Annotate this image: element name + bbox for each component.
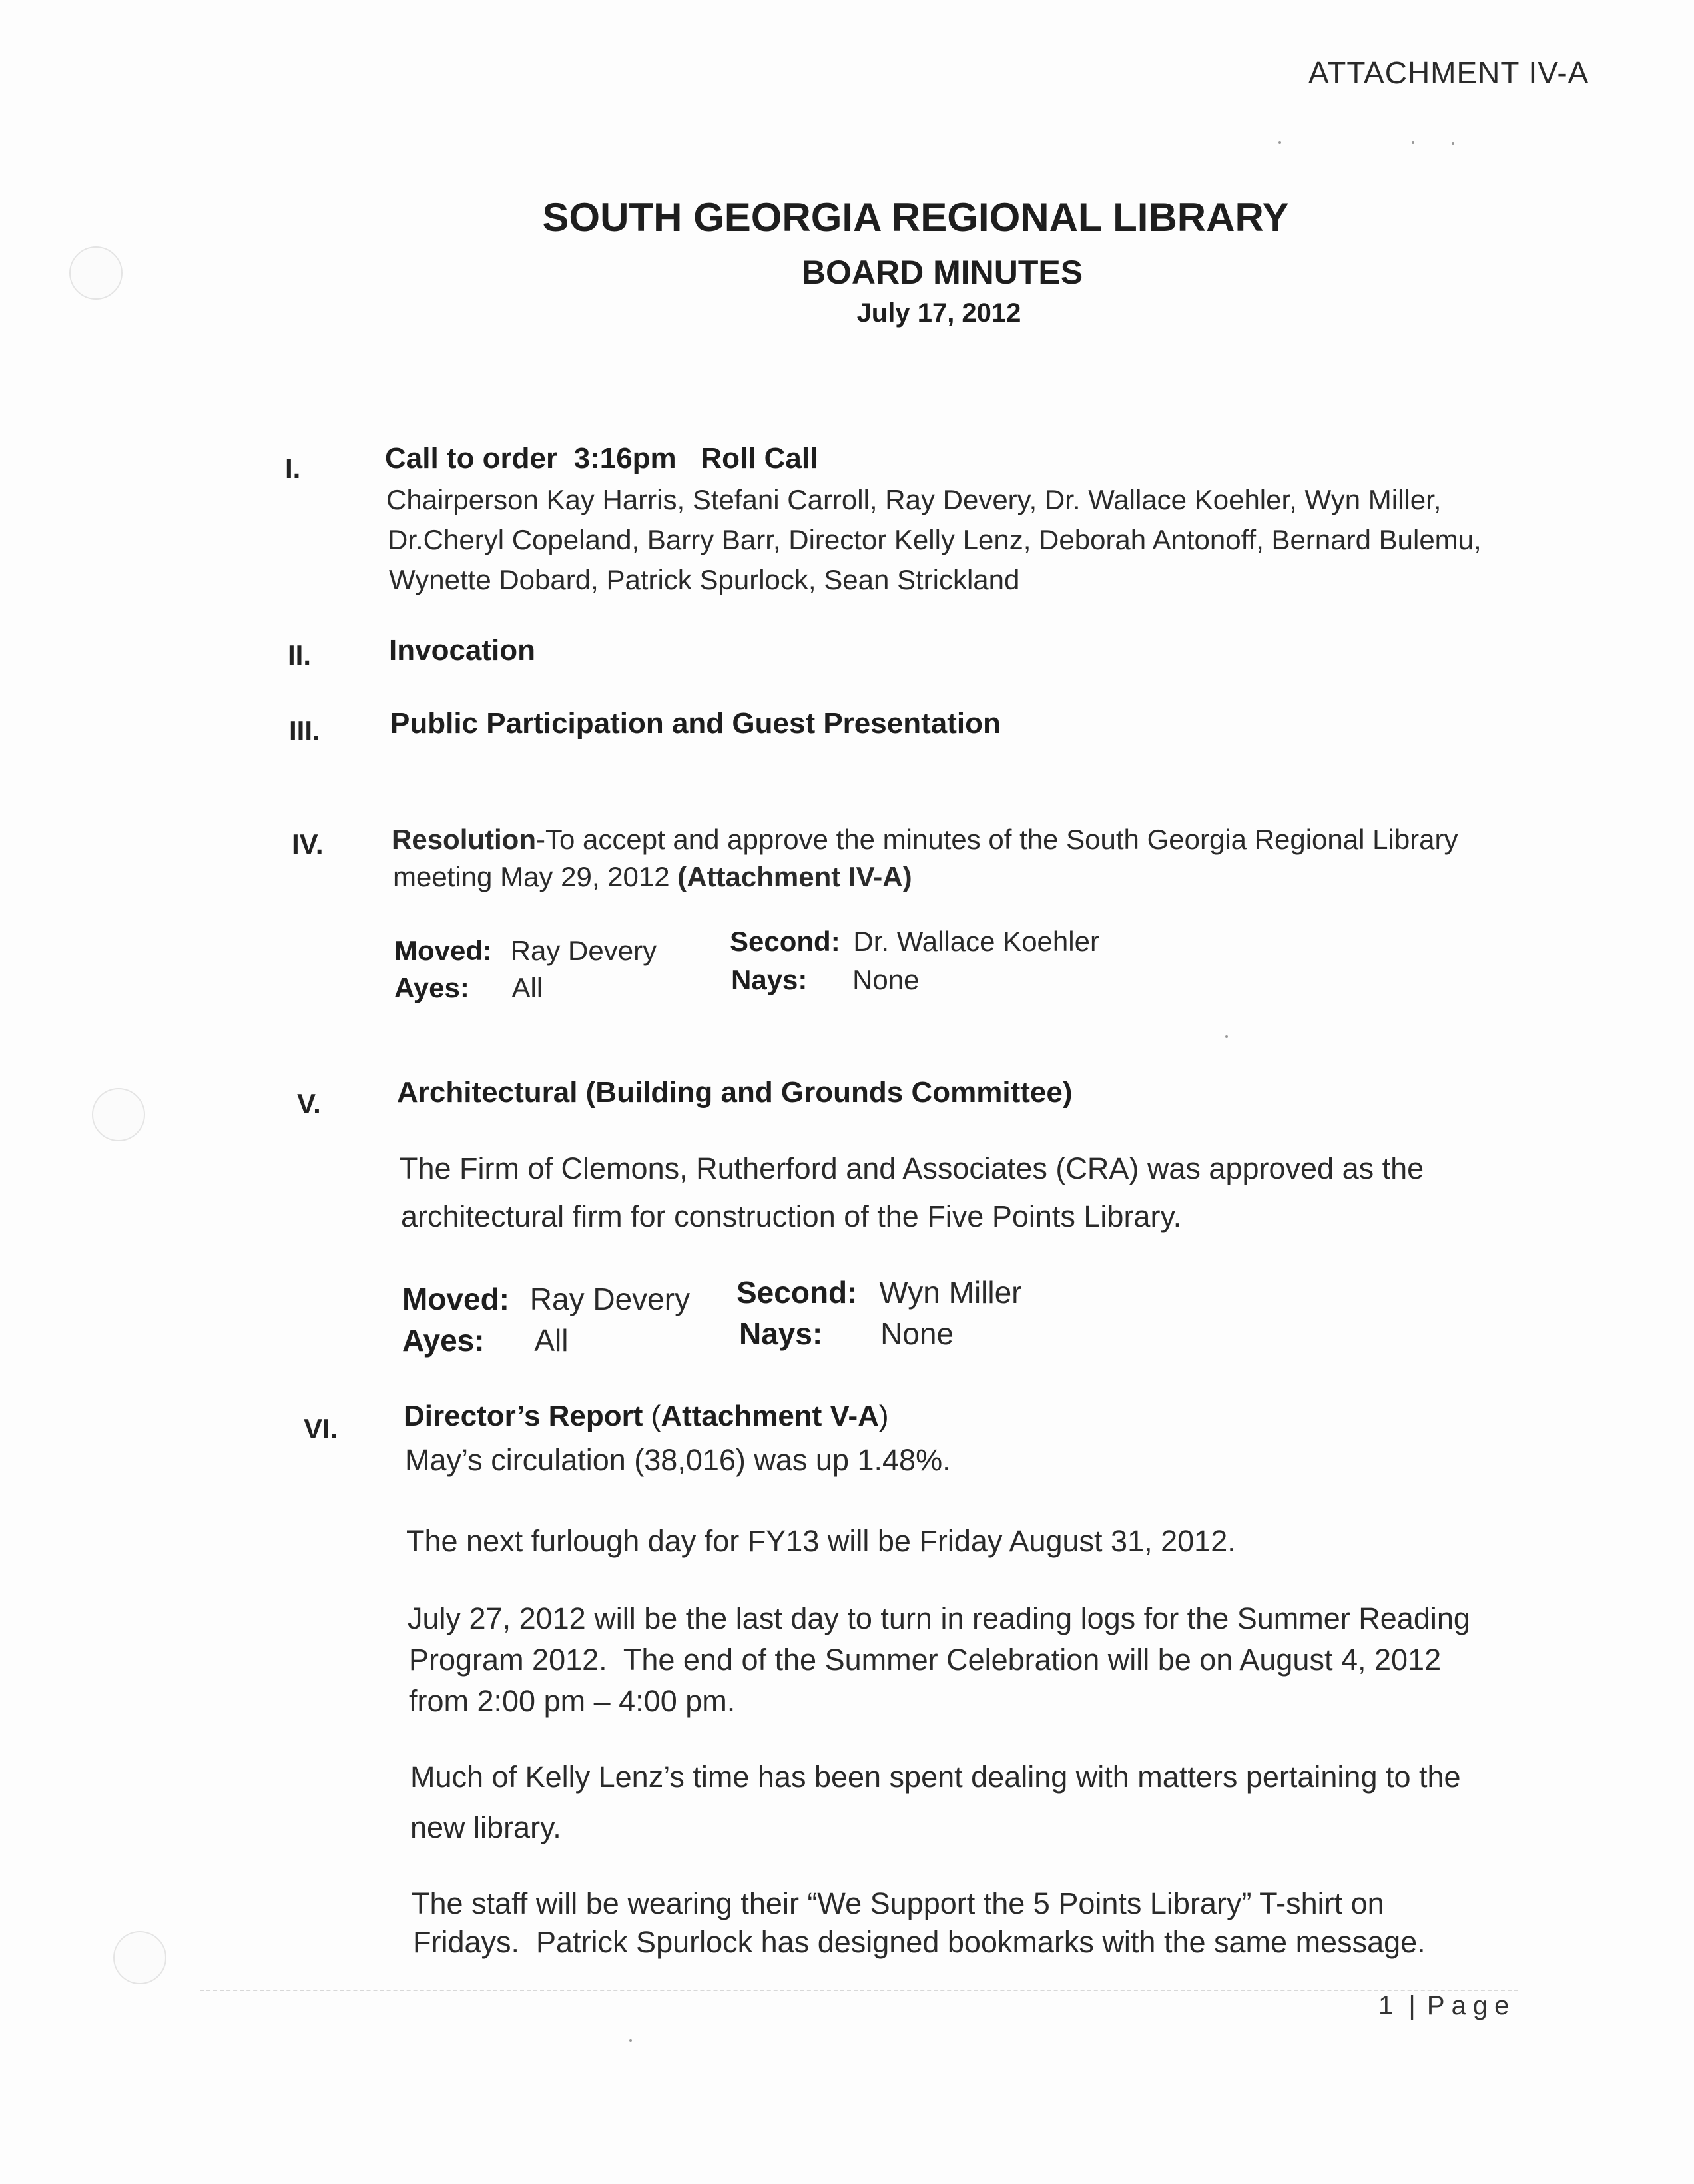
section-3-number: III. (289, 715, 320, 746)
s4-ayes-label: Ayes: (394, 972, 469, 1003)
footer-divider (200, 1990, 1518, 1991)
scan-speck (1412, 141, 1414, 144)
tshirt-line-1: The staff will be wearing their “We Support the 5 Points Library” T-shirt on (412, 1886, 1384, 1920)
furlough-text: The next furlough day for FY13 will be Friday August 31, 2012. (406, 1524, 1236, 1558)
s4-ayes-value: All (511, 972, 543, 1003)
tshirt-line-2: Fridays. Patrick Spurlock has designed bookmarks with the same message. (413, 1925, 1426, 1959)
summer-reading-line-2: Program 2012. The end of the Summer Celebration will be on August 4, 2012 (409, 1643, 1442, 1677)
s5-nays-value: None (880, 1316, 954, 1351)
section-1-heading: Call to order 3:16pm Roll Call (385, 442, 818, 475)
roll-call-line-1: Chairperson Kay Harris, Stefani Carroll, Ray Devery, Dr. Wallace Koehler, Wyn Miller, (386, 484, 1442, 515)
s5-nays (739, 1316, 954, 1352)
s5-second (736, 1274, 1022, 1310)
resolution-meeting-text: meeting May 29, 2012 (393, 861, 678, 892)
punch-hole-middle (92, 1088, 145, 1141)
s4-second-label: Second: (730, 926, 840, 957)
scan-speck (1278, 141, 1281, 144)
resolution-line-1 (392, 819, 1458, 860)
document-title: SOUTH GEORGIA REGIONAL LIBRARY (542, 195, 1289, 240)
section-2-number: II. (288, 639, 312, 671)
s5-ayes-value: All (534, 1323, 569, 1358)
resolution-line-2 (393, 856, 912, 898)
resolution-text: -To accept and approve the minutes of the South Georgia Regional Library (536, 824, 1458, 855)
punch-hole-top (69, 246, 123, 300)
attachment-label: ATTACHMENT IV-A (1308, 55, 1589, 90)
page-word: Page (1426, 1991, 1516, 2020)
page-number: 1 (1378, 1991, 1398, 2020)
circulation-text: May’s circulation (38,016) was up 1.48%. (405, 1443, 951, 1477)
scan-speck (629, 2039, 632, 2042)
section-4-number: IV. (292, 828, 324, 860)
summer-reading-line-3: from 2:00 pm – 4:00 pm. (409, 1684, 736, 1718)
new-library-line-1: Much of Kelly Lenz’s time has been spent dealing with matters pertaining to the (410, 1760, 1461, 1794)
s5-moved-value: Ray Devery (529, 1282, 691, 1316)
section-3-heading: Public Participation and Guest Presentation (390, 707, 1001, 740)
section-5-heading: Architectural (Building and Grounds Committee) (397, 1076, 1073, 1109)
roll-call-line-2: Dr.Cheryl Copeland, Barry Barr, Director Kelly Lenz, Deborah Antonoff, Bernard Bulemu, (388, 524, 1482, 555)
s5-ayes (402, 1322, 569, 1358)
document-subtitle: BOARD MINUTES (801, 254, 1083, 291)
s4-nays-value: None (852, 964, 920, 995)
section-6-heading (404, 1400, 889, 1433)
s4-ayes (394, 972, 543, 1004)
s4-nays (731, 964, 919, 996)
directors-report-attachment: Attachment V-A (661, 1400, 879, 1432)
s5-second-value: Wyn Miller (879, 1275, 1022, 1310)
s4-second (730, 926, 1099, 957)
architect-line-1: The Firm of Clemons, Rutherford and Associates (CRA) was approved as the (400, 1151, 1424, 1185)
summer-reading-line-1: July 27, 2012 will be the last day to turn in reading logs for the Summer Reading (408, 1601, 1470, 1635)
resolution-attachment-ref: (Attachment IV-A) (677, 861, 912, 892)
section-6-number: VI. (304, 1413, 338, 1444)
section-2-heading: Invocation (389, 634, 536, 667)
meeting-date: July 17, 2012 (856, 298, 1021, 328)
s5-moved-label: Moved: (402, 1282, 509, 1316)
s4-second-value: Dr. Wallace Koehler (853, 926, 1099, 957)
s4-moved-label: Moved: (394, 935, 492, 966)
s4-moved (394, 935, 657, 967)
s5-moved (402, 1281, 690, 1317)
architect-line-2: architectural firm for construction of the Five Points Library. (401, 1199, 1182, 1233)
page-separator: | (1408, 1991, 1416, 2020)
directors-report-paren-close: ) (878, 1400, 889, 1432)
section-1-number: I. (285, 453, 301, 484)
s5-second-label: Second: (736, 1275, 858, 1310)
s4-moved-value: Ray Devery (510, 935, 657, 966)
punch-hole-bottom (113, 1931, 166, 1984)
section-5-number: V. (297, 1088, 321, 1119)
scan-speck (1452, 142, 1454, 145)
scan-speck (1225, 1035, 1228, 1038)
s4-nays-label: Nays: (731, 964, 808, 995)
page-footer (1378, 1991, 1516, 2021)
s5-nays-label: Nays: (739, 1316, 823, 1351)
s5-ayes-label: Ayes: (402, 1323, 485, 1358)
directors-report-title: Director’s Report (404, 1400, 643, 1432)
roll-call-line-3: Wynette Dobard, Patrick Spurlock, Sean Strickland (389, 564, 1020, 595)
resolution-label: Resolution (392, 824, 536, 855)
new-library-line-2: new library. (410, 1810, 561, 1844)
directors-report-paren-open: ( (643, 1400, 661, 1432)
